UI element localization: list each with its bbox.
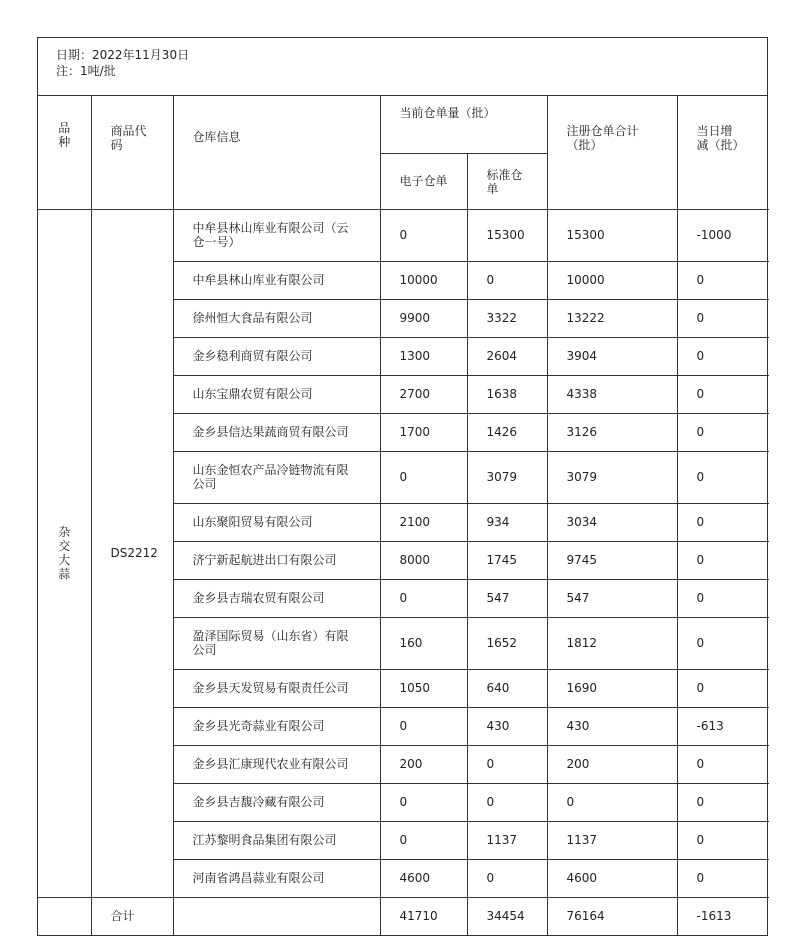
registered-total-cell: 3126: [547, 413, 677, 451]
registered-total-cell: 3904: [547, 337, 677, 375]
standard-receipt-cell: 640: [467, 669, 547, 707]
variety-cell: [38, 209, 91, 897]
standard-receipt-cell: 1426: [467, 413, 547, 451]
registered-total-cell: 200: [547, 745, 677, 783]
standard-receipt-cell: 2604: [467, 337, 547, 375]
registered-total-cell: 9745: [547, 541, 677, 579]
header-current: 当前仓单量（批）: [380, 96, 547, 153]
warehouse-name-cell: 金乡县汇康现代农业有限公司: [173, 745, 380, 783]
electronic-receipt-cell: 1700: [380, 413, 467, 451]
warehouse-name-cell: 河南省鸿昌蒜业有限公司: [173, 859, 380, 897]
registered-total-cell: 430: [547, 707, 677, 745]
header-variety: 品种: [38, 96, 91, 209]
electronic-receipt-cell: 4600: [380, 859, 467, 897]
electronic-receipt-cell: 8000: [380, 541, 467, 579]
standard-receipt-cell: 0: [467, 859, 547, 897]
daily-change-cell: -1000: [677, 209, 769, 261]
header-row: [38, 96, 769, 153]
total-standard: 34454: [467, 897, 547, 935]
daily-change-cell: 0: [677, 337, 769, 375]
electronic-receipt-cell: 160: [380, 617, 467, 669]
warehouse-table: [38, 96, 769, 935]
standard-receipt-cell: 0: [467, 783, 547, 821]
registered-total-cell: 547: [547, 579, 677, 617]
registered-total-cell: 15300: [547, 209, 677, 261]
header-registered: 注册仓单合计（批）: [547, 96, 677, 209]
electronic-receipt-cell: 0: [380, 821, 467, 859]
electronic-receipt-cell: 0: [380, 783, 467, 821]
warehouse-name-cell: 徐州恒大食品有限公司: [173, 299, 380, 337]
header-daily-change: 当日增减（批）: [677, 96, 769, 209]
daily-change-cell: -613: [677, 707, 769, 745]
daily-change-cell: 0: [677, 375, 769, 413]
header-standard: 标准仓单: [467, 153, 547, 209]
standard-receipt-cell: 1745: [467, 541, 547, 579]
electronic-receipt-cell: 2700: [380, 375, 467, 413]
warehouse-name-cell: 金乡县吉馥冷藏有限公司: [173, 783, 380, 821]
table-row: [38, 209, 769, 261]
daily-change-cell: 0: [677, 669, 769, 707]
electronic-receipt-cell: 0: [380, 707, 467, 745]
standard-receipt-cell: 547: [467, 579, 547, 617]
daily-change-cell: 0: [677, 617, 769, 669]
registered-total-cell: 0: [547, 783, 677, 821]
variety-label: 杂交大蒜: [58, 525, 71, 581]
registered-total-cell: 1690: [547, 669, 677, 707]
standard-receipt-cell: 1652: [467, 617, 547, 669]
standard-receipt-cell: 934: [467, 503, 547, 541]
daily-change-cell: 0: [677, 451, 769, 503]
daily-change-cell: 0: [677, 261, 769, 299]
warehouse-name-cell: 山东聚阳贸易有限公司: [173, 503, 380, 541]
header-code: 商品代码: [91, 96, 173, 209]
warehouse-name-cell: 济宁新起航进出口有限公司: [173, 541, 380, 579]
standard-receipt-cell: 0: [467, 261, 547, 299]
registered-total-cell: 1137: [547, 821, 677, 859]
electronic-receipt-cell: 9900: [380, 299, 467, 337]
electronic-receipt-cell: 200: [380, 745, 467, 783]
daily-change-cell: 0: [677, 579, 769, 617]
electronic-receipt-cell: 1050: [380, 669, 467, 707]
total-warehouse-blank: [173, 897, 380, 935]
standard-receipt-cell: 0: [467, 745, 547, 783]
registered-total-cell: 1812: [547, 617, 677, 669]
registered-total-cell: 10000: [547, 261, 677, 299]
warehouse-name-cell: 山东金恒农产品冷链物流有限公司: [173, 451, 380, 503]
total-registered: 76164: [547, 897, 677, 935]
standard-receipt-cell: 15300: [467, 209, 547, 261]
warehouse-name-cell: 中牟县林山库业有限公司（云仓一号）: [173, 209, 380, 261]
standard-receipt-cell: 1137: [467, 821, 547, 859]
warehouse-name-cell: 金乡县吉瑞农贸有限公司: [173, 579, 380, 617]
electronic-receipt-cell: 0: [380, 451, 467, 503]
electronic-receipt-cell: 2100: [380, 503, 467, 541]
registered-total-cell: 13222: [547, 299, 677, 337]
standard-receipt-cell: 430: [467, 707, 547, 745]
electronic-receipt-cell: 0: [380, 209, 467, 261]
warehouse-name-cell: 金乡稳利商贸有限公司: [173, 337, 380, 375]
total-label: 合计: [91, 897, 173, 935]
electronic-receipt-cell: 1300: [380, 337, 467, 375]
warehouse-name-cell: 中牟县林山库业有限公司: [173, 261, 380, 299]
daily-change-cell: 0: [677, 783, 769, 821]
report-info: [38, 38, 767, 96]
registered-total-cell: 3079: [547, 451, 677, 503]
warehouse-name-cell: 金乡县天发贸易有限责任公司: [173, 669, 380, 707]
product-code-cell: DS2212: [91, 209, 173, 897]
daily-change-cell: 0: [677, 413, 769, 451]
standard-receipt-cell: 3079: [467, 451, 547, 503]
standard-receipt-cell: 3322: [467, 299, 547, 337]
daily-change-cell: 0: [677, 745, 769, 783]
total-electronic: 41710: [380, 897, 467, 935]
warehouse-name-cell: 金乡县光奇蒜业有限公司: [173, 707, 380, 745]
standard-receipt-cell: 1638: [467, 375, 547, 413]
warehouse-name-cell: 山东宝鼎农贸有限公司: [173, 375, 380, 413]
registered-total-cell: 4338: [547, 375, 677, 413]
daily-change-cell: 0: [677, 821, 769, 859]
report-date: 日期：2022年11月30日: [56, 48, 190, 62]
total-blank-cell: [38, 897, 91, 935]
warehouse-name-cell: 江苏黎明食品集团有限公司: [173, 821, 380, 859]
daily-change-cell: 0: [677, 541, 769, 579]
warehouse-receipt-report: [37, 37, 768, 936]
electronic-receipt-cell: 0: [380, 579, 467, 617]
daily-change-cell: 0: [677, 859, 769, 897]
header-warehouse: 仓库信息: [173, 96, 380, 209]
header-electronic: 电子仓单: [380, 153, 467, 209]
total-daily-change: -1613: [677, 897, 769, 935]
daily-change-cell: 0: [677, 299, 769, 337]
registered-total-cell: 3034: [547, 503, 677, 541]
registered-total-cell: 4600: [547, 859, 677, 897]
warehouse-name-cell: 盈泽国际贸易（山东省）有限公司: [173, 617, 380, 669]
daily-change-cell: 0: [677, 503, 769, 541]
warehouse-name-cell: 金乡县信达果蔬商贸有限公司: [173, 413, 380, 451]
electronic-receipt-cell: 10000: [380, 261, 467, 299]
report-note: 注：1吨/批: [56, 64, 116, 78]
total-row: [38, 897, 769, 935]
